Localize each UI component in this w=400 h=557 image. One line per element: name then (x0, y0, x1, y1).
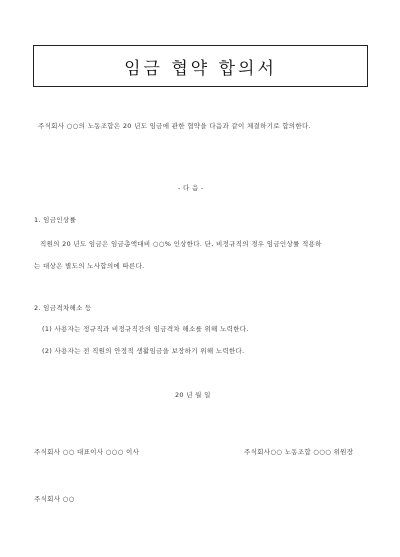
section-heading: - 다 음 - (178, 184, 204, 192)
section-1-line-1: 직원의 20 년도 임금은 임금총액대비 ○○% 인상한다. 단, 비정규직의 경우 임금인상률 적용하 (40, 240, 322, 248)
signature-bottom: 주식회사 ○○ (34, 495, 75, 503)
section-1-title: 1. 임금인상률 (34, 216, 77, 224)
signature-left: 주식회사 ○○ 대표이사 ○○○ 이사 (34, 448, 140, 456)
intro-text: 주식회사 ○○의 노동조합은 20 년도 임금에 관한 협약을 다음과 같이 체결하기로 합의한다. (38, 122, 311, 130)
document-title: 임금 협약 합의서 (124, 58, 277, 79)
signature-right: 주식회사○○ 노동조합 ○○○ 위원장 (244, 448, 354, 456)
section-2-title: 2. 임금격차해소 등 (34, 304, 92, 312)
section-2-line-1: (1) 사용자는 정규직과 비정규직간의 임금격차 해소를 위해 노력한다. (42, 325, 249, 333)
date-line: 20 년 월 일 (175, 391, 211, 399)
section-2-line-2: (2) 사용자는 전 직원의 안정적 생활임금을 보장하기 위해 노력한다. (42, 347, 245, 355)
section-1-line-2: 는 대상은 별도의 노사합의에 따른다. (34, 262, 145, 270)
title-box (33, 45, 368, 87)
